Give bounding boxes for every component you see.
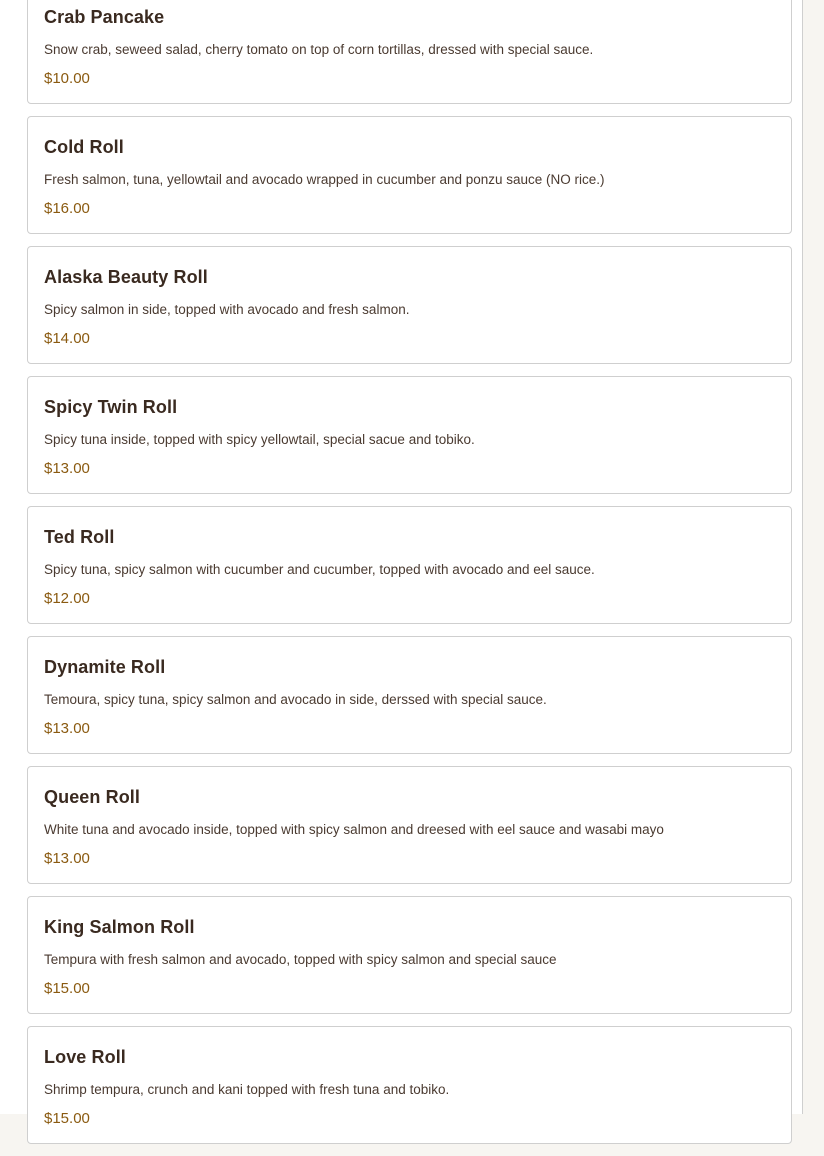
menu-item-description: Tempura with fresh salmon and avocado, topped with spicy salmon and special sauce xyxy=(44,952,557,967)
menu-list xyxy=(27,0,792,1156)
menu-item-name: Spicy Twin Roll xyxy=(44,397,178,417)
menu-item-card[interactable] xyxy=(27,1026,792,1144)
menu-item-price: $15.00 xyxy=(44,1110,90,1127)
menu-item-price: $13.00 xyxy=(44,850,90,867)
menu-item-name: Cold Roll xyxy=(44,137,124,157)
menu-item-card[interactable] xyxy=(27,636,792,754)
menu-item-name: Ted Roll xyxy=(44,527,115,547)
menu-item-card[interactable] xyxy=(27,116,792,234)
menu-item-description: Temoura, spicy tuna, spicy salmon and avocado in side, derssed with special sauce. xyxy=(44,692,547,707)
menu-item-name: Love Roll xyxy=(44,1047,126,1067)
menu-item-price: $13.00 xyxy=(44,460,90,477)
menu-item-description: Spicy tuna inside, topped with spicy yellowtail, special sacue and tobiko. xyxy=(44,432,475,447)
menu-item-price: $15.00 xyxy=(44,980,90,997)
menu-item-name: Crab Pancake xyxy=(44,7,165,27)
menu-item-description: Snow crab, seweed salad, cherry tomato on top of corn tortillas, dressed with special sauce. xyxy=(44,42,594,57)
menu-item-card[interactable] xyxy=(27,376,792,494)
menu-item-description: Shrimp tempura, crunch and kani topped with fresh tuna and tobiko. xyxy=(44,1082,450,1097)
menu-item-price: $12.00 xyxy=(44,590,90,607)
menu-item-card[interactable] xyxy=(27,246,792,364)
menu-item-description: Spicy tuna, spicy salmon with cucumber and cucumber, topped with avocado and eel sauce. xyxy=(44,562,595,577)
menu-item-price: $14.00 xyxy=(44,330,90,347)
menu-item-price: $13.00 xyxy=(44,720,90,737)
menu-item-name: Dynamite Roll xyxy=(44,657,166,677)
menu-item-card[interactable] xyxy=(27,896,792,1014)
menu-item-price: $10.00 xyxy=(44,70,90,87)
menu-item-card[interactable] xyxy=(27,506,792,624)
menu-item-card[interactable] xyxy=(27,0,792,104)
menu-item-price: $16.00 xyxy=(44,200,90,217)
menu-item-name: Queen Roll xyxy=(44,787,141,807)
menu-item-card[interactable] xyxy=(27,766,792,884)
menu-item-name: King Salmon Roll xyxy=(44,917,195,937)
menu-item-description: Fresh salmon, tuna, yellowtail and avocado wrapped in cucumber and ponzu sauce (NO rice.) xyxy=(44,172,605,187)
menu-item-description: Spicy salmon in side, topped with avocado and fresh salmon. xyxy=(44,302,410,317)
menu-item-description: White tuna and avocado inside, topped with spicy salmon and dreesed with eel sauce and wasabi mayo xyxy=(44,822,664,837)
menu-item-name: Alaska Beauty Roll xyxy=(44,267,208,287)
